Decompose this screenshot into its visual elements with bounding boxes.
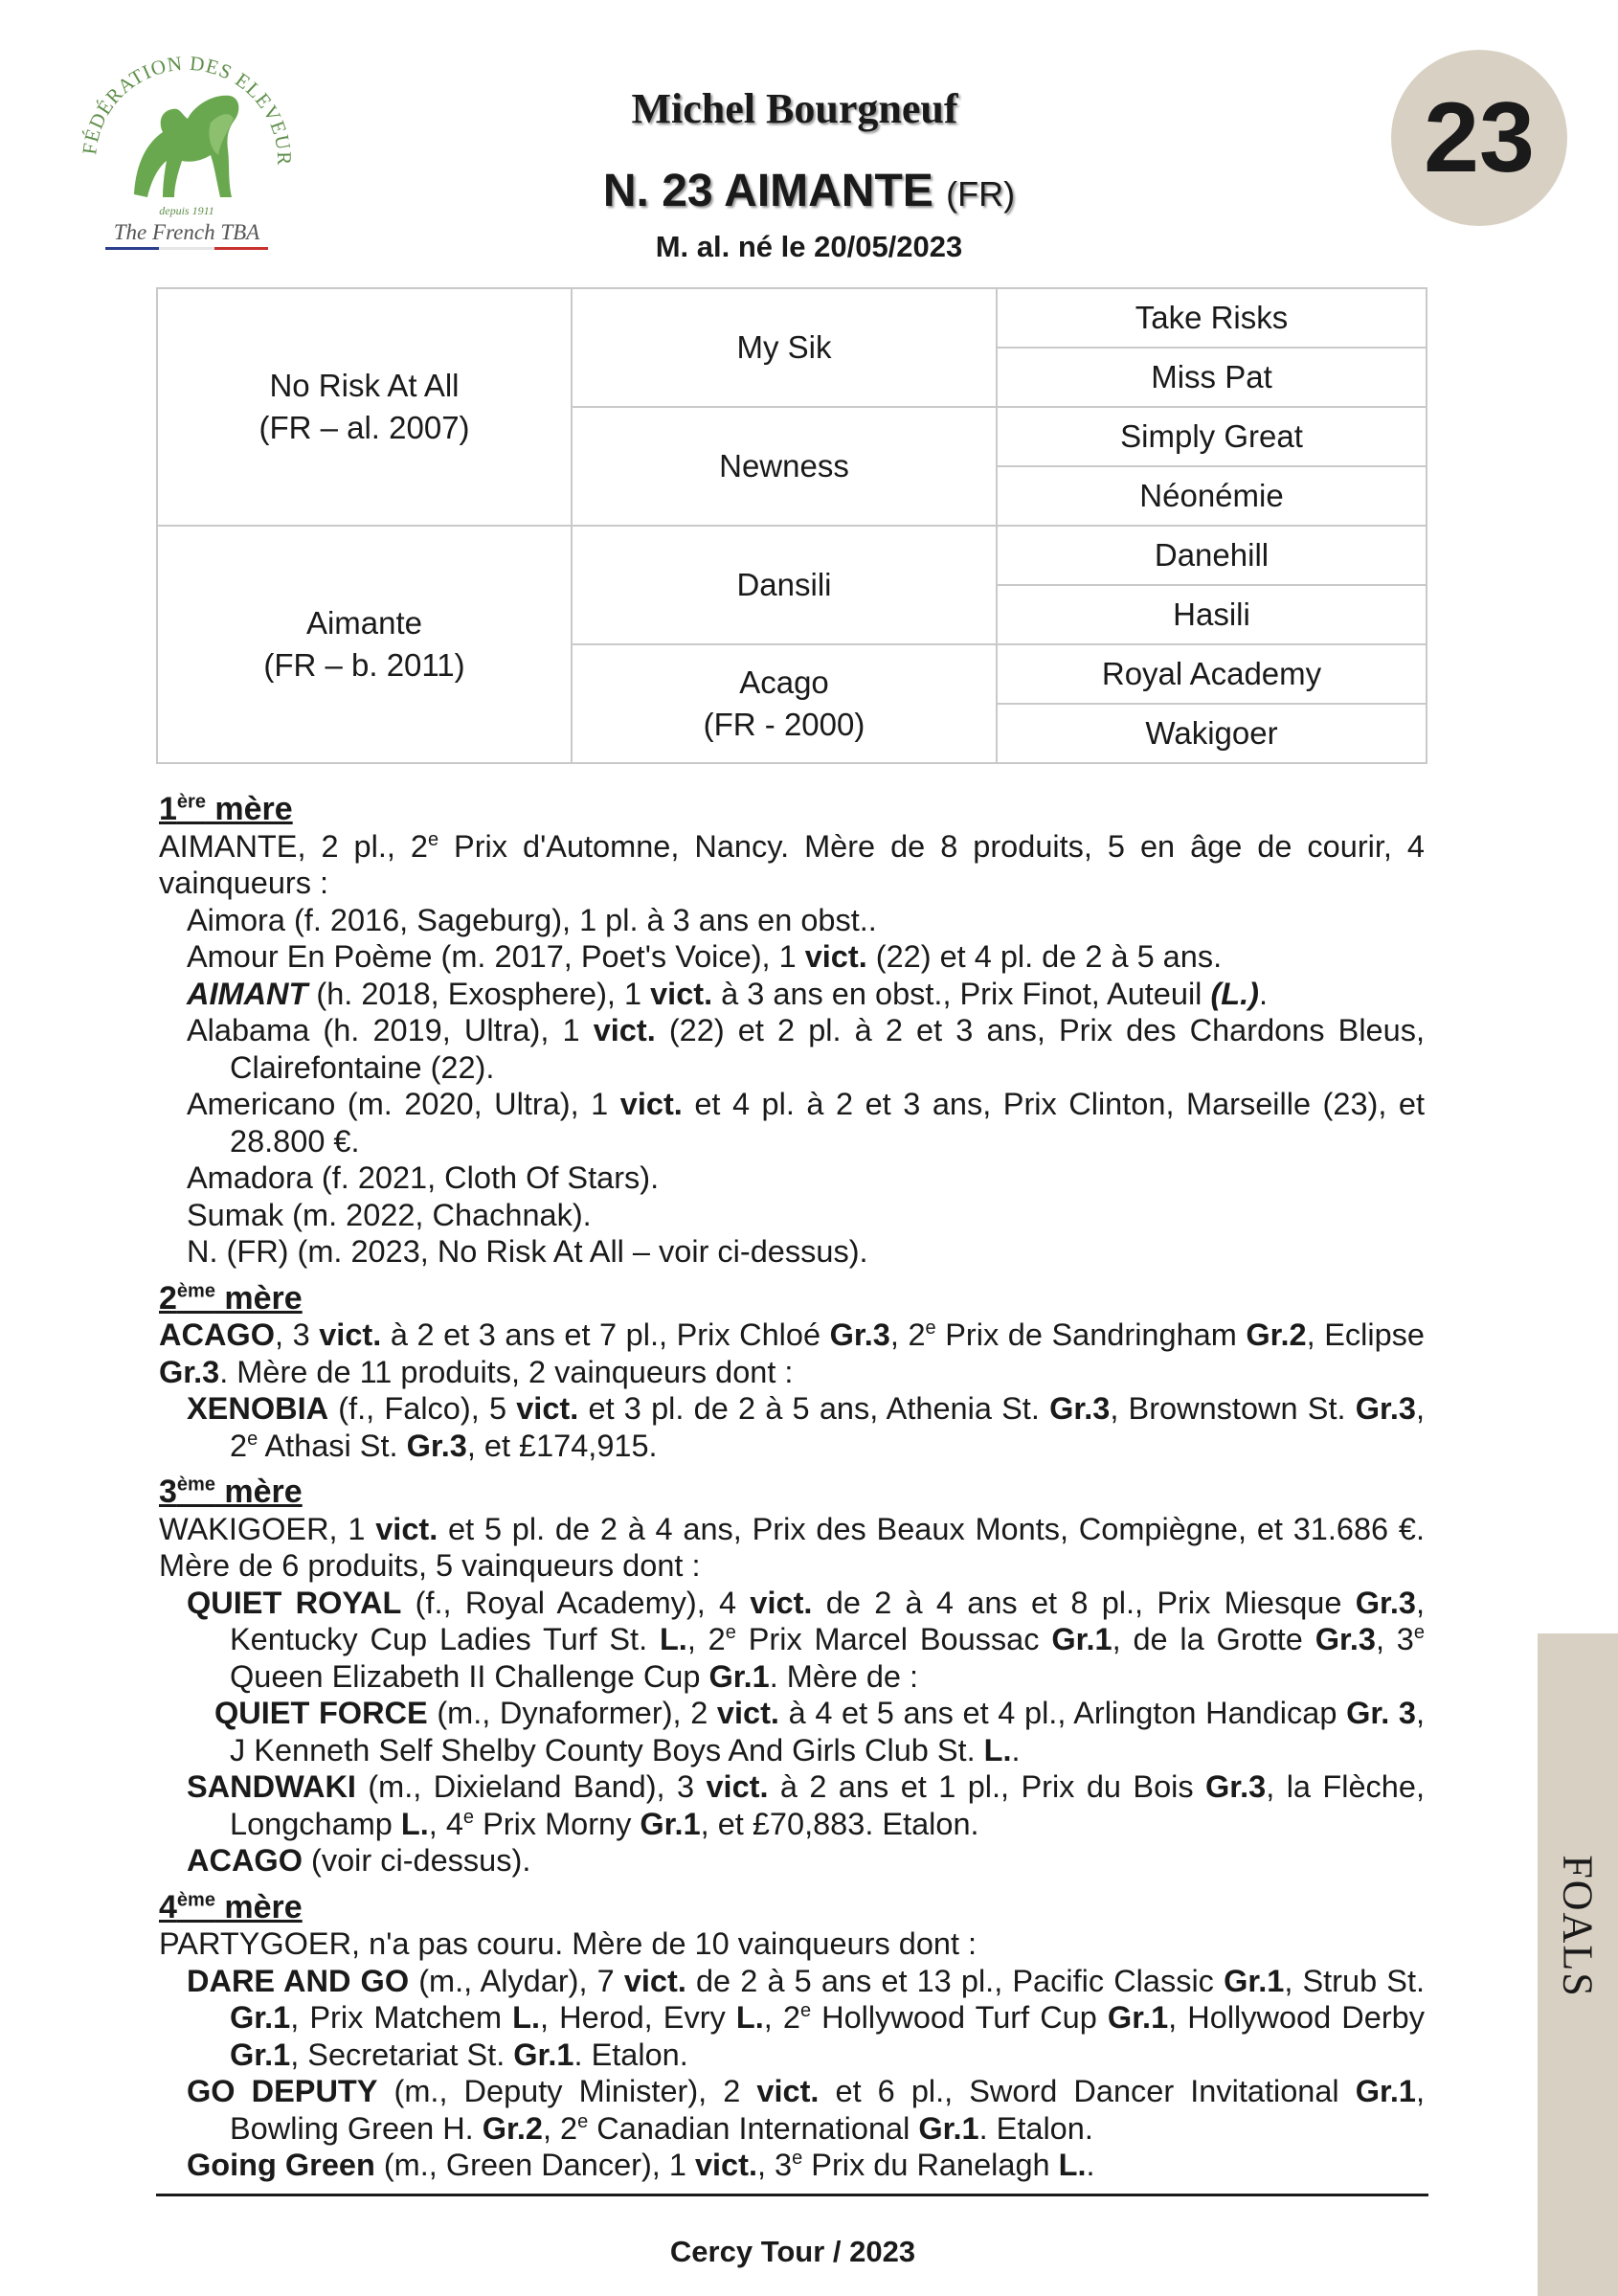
logo-tagline: The French TBA bbox=[113, 220, 260, 244]
pedigree-gen3-cell: Hasili bbox=[997, 585, 1427, 644]
pedigree-gen3-cell: Royal Academy bbox=[997, 644, 1427, 704]
pedigree-gen3-cell: Take Risks bbox=[997, 288, 1427, 348]
pedigree-table bbox=[156, 287, 1427, 764]
pedigree-sire: No Risk At All (FR – al. 2007) bbox=[157, 288, 572, 526]
dam-intro: WAKIGOER, 1 vict. et 5 pl. de 2 à 4 ans, Prix des Beaux Monts, Compiègne, et 31.686 €. Mère de 6 produits, 5 vainqueurs dont : bbox=[159, 1511, 1425, 1583]
footer-text: Cercy Tour / 2023 bbox=[669, 2235, 916, 2268]
logo-since: depuis 1911 bbox=[159, 204, 214, 217]
side-tab-label: FOALS bbox=[1554, 1855, 1602, 1998]
footer-divider bbox=[156, 2194, 1428, 2196]
pedigree-gen3-cell: Danehill bbox=[997, 526, 1427, 585]
section-heading-1st-dam: 1ère mère bbox=[159, 791, 293, 827]
produce-line: GO DEPUTY (m., Deputy Minister), 2 vict. et 6 pl., Sword Dancer Invitational Gr.1, Bowling Green H. Gr.2, 2e Canadian International Gr.1. Etalon. bbox=[187, 2074, 1425, 2146]
dam-intro: ACAGO, 3 vict. à 2 et 3 ans et 7 pl., Prix Chloé Gr.3, 2e Prix de Sandringham Gr.2, Eclipse Gr.3. Mère de 11 produits, 2 vainqueurs dont : bbox=[159, 1317, 1425, 1389]
family-notes bbox=[159, 791, 1425, 2184]
pedigree-sire-sire: My Sik bbox=[572, 288, 997, 407]
produce-line: Americano (m. 2020, Ultra), 1 vict. et 4 pl. à 2 et 3 ans, Prix Clinton, Marseille (23), et 28.800 €. bbox=[187, 1087, 1425, 1159]
horse-name: N. 23 AIMANTE bbox=[602, 166, 933, 216]
produce-line: AIMANT (h. 2018, Exosphere), 1 vict. à 3 ans en obst., Prix Finot, Auteuil (L.). bbox=[187, 976, 1268, 1011]
pedigree-dam: Aimante (FR – b. 2011) bbox=[157, 526, 572, 763]
section-heading-2nd-dam: 2ème mère bbox=[159, 1279, 303, 1317]
pedigree-gen3-cell: Wakigoer bbox=[997, 704, 1427, 763]
horse-title bbox=[0, 165, 1618, 217]
dam-intro: PARTYGOER, n'a pas couru. Mère de 10 vainqueurs dont : bbox=[159, 1926, 978, 1961]
section-heading-4th-dam: 4ème mère bbox=[159, 1888, 303, 1925]
pedigree-sire-dam: Newness bbox=[572, 407, 997, 526]
produce-line: SANDWAKI (m., Dixieland Band), 3 vict. à 2 ans et 1 pl., Prix du Bois Gr.3, la Flèche, Longchamp L., 4e Prix Morny Gr.1, et £70,883. Etalon. bbox=[187, 1769, 1425, 1841]
produce-line: QUIET ROYAL (f., Royal Academy), 4 vict. de 2 à 4 ans et 8 pl., Prix Miesque Gr.3, Kentucky Cup Ladies Turf St. L., 2e Prix Marcel Boussac Gr.1, de la Grotte Gr.3, 3e Queen Elizabeth II Challenge Cup Gr.1. Mère de : bbox=[187, 1585, 1426, 1694]
horse-country: (FR) bbox=[946, 174, 1016, 214]
produce-line: XENOBIA (f., Falco), 5 vict. et 3 pl. de 2 à 5 ans, Athenia St. Gr.3, Brownstown St. Gr.3, 2e Athasi St. Gr.3, et £174,915. bbox=[187, 1391, 1426, 1463]
produce-line: Amadora (f. 2021, Cloth Of Stars). bbox=[187, 1160, 660, 1195]
pedigree-gen3-cell: Simply Great bbox=[997, 407, 1427, 466]
produce-line: DARE AND GO (m., Alydar), 7 vict. de 2 à 5 ans et 13 pl., Pacific Classic Gr.1, Strub St. Gr.1, Prix Matchem L., Herod, Evry L., 2e Hollywood Turf Cup Gr.1, Hollywood Derby Gr.1, Secretariat St. Gr.1. Etalon. bbox=[187, 1963, 1426, 2072]
logo-arc-text: FÉDÉRATION DES ELEVEUR bbox=[78, 51, 297, 167]
foals-side-tab bbox=[1538, 1633, 1618, 2296]
lot-number-badge: 23 bbox=[1391, 50, 1567, 226]
dam-intro: AIMANTE, 2 pl., 2e Prix d'Automne, Nancy. Mère de 8 produits, 5 en âge de courir, 4 vainqueurs : bbox=[159, 828, 1425, 900]
pedigree-gen3-cell: Néonémie bbox=[997, 466, 1427, 526]
produce-line: Amour En Poème (m. 2017, Poet's Voice), 1 vict. (22) et 4 pl. de 2 à 5 ans. bbox=[187, 939, 1223, 974]
produce-line: ACAGO (voir ci-dessus). bbox=[187, 1843, 531, 1878]
breeder-name: Michel Bourgneuf bbox=[631, 85, 958, 132]
pedigree-dam-dam: Acago (FR - 2000) bbox=[572, 644, 997, 763]
produce-line: QUIET FORCE (m., Dynaformer), 2 vict. à 4 et 5 ans et 4 pl., Arlington Handicap Gr. 3, J Kenneth Self Shelby County Boys And Girls Club St. L.. bbox=[214, 1696, 1425, 1767]
produce-line: Going Green (m., Green Dancer), 1 vict., 3e Prix du Ranelagh L.. bbox=[187, 2148, 1095, 2182]
produce-line: Sumak (m. 2022, Chachnak). bbox=[187, 1197, 592, 1232]
pedigree-gen3-cell: Miss Pat bbox=[997, 348, 1427, 407]
produce-line: Aimora (f. 2016, Sageburg), 1 pl. à 3 ans en obst.. bbox=[187, 902, 877, 937]
section-heading-3rd-dam: 3ème mère bbox=[159, 1474, 303, 1510]
horse-description: M. al. né le 20/05/2023 bbox=[655, 230, 963, 263]
produce-line: N. (FR) (m. 2023, No Risk At All – voir ci-dessus). bbox=[187, 1234, 868, 1269]
produce-line: Alabama (h. 2019, Ultra), 1 vict. (22) et 2 pl. à 2 et 3 ans, Prix des Chardons Bleus, Clairefontaine (22). bbox=[187, 1013, 1425, 1085]
pedigree-dam-sire: Dansili bbox=[572, 526, 997, 644]
